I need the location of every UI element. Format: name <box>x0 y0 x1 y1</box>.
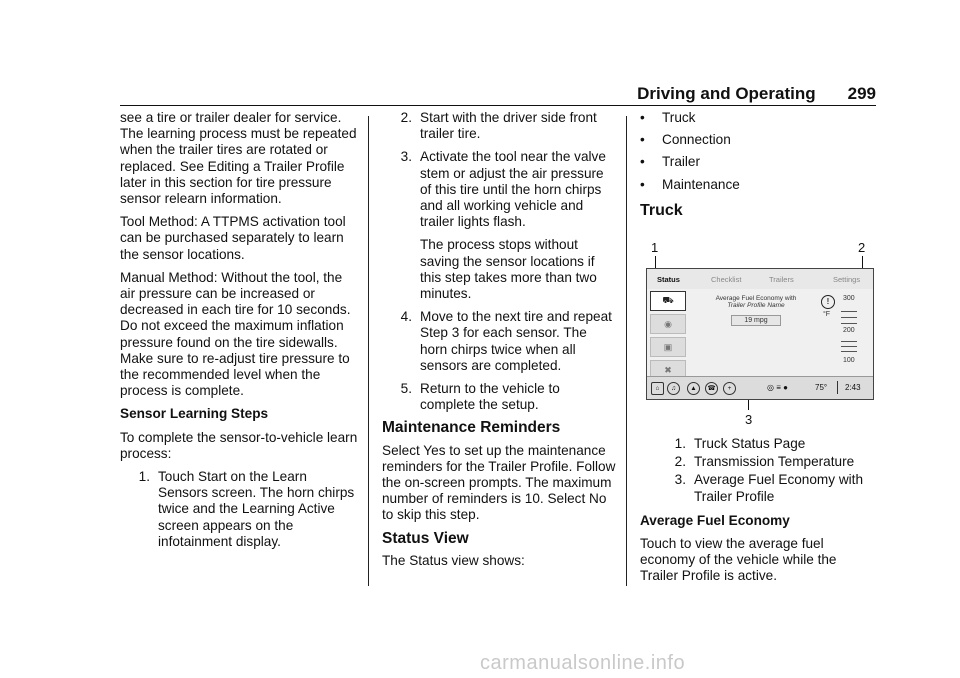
truck-icon: ⛟ <box>650 291 686 311</box>
paragraph: see a tire or trailer dealer for service. The learning process must be repeated when the trailer tires are rotated or replaced. See Editing a Trailer Profile later in this section for tire pressure sensor relearn information. <box>120 110 357 207</box>
list-item <box>640 132 876 148</box>
column-divider <box>368 116 369 586</box>
paragraph: Manual Method: Without the tool, the air pressure can be increased or decreased in each tire for 10 seconds. Do not exceed the maximum inflation pressure found on the tire sidewalls. Make sure to re-adjust tire pressure to the recommended level when the process is complete. <box>120 269 351 399</box>
paragraph: Select Yes to set up the maintenance reminders for the Trailer Profile. Follow the on-screen prompts. The maximum number of reminders is 10. Select No to skip this step. <box>382 442 616 523</box>
signal-icons: ◎ ≡ ● <box>767 383 788 392</box>
step-text: Start with the driver side front trailer tire. <box>420 110 597 142</box>
gauge-tick <box>841 323 857 324</box>
step-note: The process stops without saving the sensor locations if this step takes more than two minutes. <box>420 237 597 302</box>
column-divider <box>626 116 627 586</box>
nav-icon: ▲ <box>687 382 700 395</box>
callout-2: 2 <box>858 240 866 255</box>
warning-icon: ! <box>821 295 835 309</box>
maintenance-icon: ✖ <box>650 360 686 380</box>
section-title: Driving and Operating <box>637 84 816 103</box>
list-item <box>382 149 616 302</box>
fuel-economy-title: Average Fuel Economy with <box>715 295 797 302</box>
figure-sidebar <box>650 291 688 375</box>
caption-number: 3. <box>674 472 686 488</box>
list-item <box>382 381 616 413</box>
truck-status-figure <box>646 268 874 400</box>
caption-text: Transmission Temperature <box>694 454 855 470</box>
fuel-economy-panel <box>693 295 819 373</box>
status-temperature: 75° <box>815 383 828 392</box>
caption-number: 2. <box>674 454 686 470</box>
tab-trailers: Trailers <box>769 275 794 284</box>
trailer-profile-name: Trailer Profile Name <box>727 302 785 309</box>
paragraph: Touch to view the average fuel economy of the vehicle while the Trailer Profile is active. <box>640 536 837 584</box>
bullet: • <box>640 176 645 192</box>
step-number: 5. <box>400 381 412 397</box>
bullet-text: Truck <box>662 110 696 125</box>
figure-tab-bar <box>647 269 873 289</box>
watermark: carmanualsonline.info <box>480 652 686 674</box>
status-time: 2:43 <box>845 383 861 392</box>
step-number: 3. <box>400 149 412 165</box>
callout-3: 3 <box>745 412 753 427</box>
callout-1: 1 <box>651 240 659 255</box>
step-text: Move to the next tire and repeat Step 3 for each sensor. The horn chirps twice when all sensors are completed. <box>420 309 612 373</box>
column-1 <box>120 110 360 557</box>
list-item <box>640 177 876 193</box>
page-number: 299 <box>847 84 876 103</box>
subheading: Sensor Learning Steps <box>120 406 269 422</box>
caption-text: Average Fuel Economy with Trailer Profile <box>694 472 863 504</box>
list-item <box>382 309 616 374</box>
section-heading: Truck <box>640 201 683 219</box>
column-2 <box>382 110 616 576</box>
paragraph: Tool Method: A TTPMS activation tool can be purchased separately to learn the sensor locations. <box>120 214 346 262</box>
section-heading: Maintenance Reminders <box>382 419 561 437</box>
connection-icon: ◉ <box>650 314 686 334</box>
gauge-tick <box>841 317 857 318</box>
page-header <box>120 83 876 105</box>
step-number: 4. <box>400 309 412 325</box>
gauge-label-300: 300 <box>843 295 855 302</box>
header-rule <box>120 105 876 106</box>
bullet: • <box>640 154 645 170</box>
step-number: 1. <box>138 469 150 485</box>
caption-item <box>640 436 876 452</box>
mpg-value: 19 mpg <box>731 315 780 326</box>
step-number: 2. <box>400 110 412 125</box>
figure-status-bar <box>647 376 873 399</box>
bullet: • <box>640 132 645 148</box>
caption-item <box>640 472 876 504</box>
list-item <box>640 154 876 170</box>
paragraph: To complete the sensor-to-vehicle learn process: <box>120 429 358 461</box>
column-3 <box>640 110 876 227</box>
status-divider <box>837 381 838 394</box>
list-item <box>640 110 876 126</box>
subheading: Average Fuel Economy <box>640 512 790 528</box>
apps-icon: + <box>723 382 736 395</box>
list-item <box>382 110 616 142</box>
bullet-text: Connection <box>662 132 731 148</box>
list-item <box>120 469 360 550</box>
tab-settings: Settings <box>833 275 861 284</box>
bullet: • <box>640 110 645 125</box>
caption-text: Truck Status Page <box>694 436 806 451</box>
trailer-icon: ▣ <box>650 337 686 357</box>
steps-list <box>382 110 616 413</box>
column-3-lower <box>640 436 876 592</box>
home-icon: ⌂ <box>651 382 664 395</box>
gauge-tick <box>841 311 857 312</box>
temp-unit: °F <box>823 311 831 318</box>
tab-status: Status <box>657 275 680 284</box>
section-heading: Status View <box>382 529 469 547</box>
bullet-text: Maintenance <box>662 176 740 192</box>
gauge-tick <box>841 341 857 342</box>
gauge-tick <box>841 346 857 347</box>
gauge-label-200: 200 <box>843 327 855 334</box>
gauge-tick <box>841 351 857 352</box>
phone-icon: ☎ <box>705 382 718 395</box>
tab-checklist: Checklist <box>711 275 742 284</box>
bullet-text: Trailer <box>662 154 701 170</box>
paragraph: The Status view shows: <box>382 552 525 568</box>
caption-item <box>640 454 876 470</box>
gauge-label-100: 100 <box>843 357 855 364</box>
caption-number: 1. <box>674 436 686 451</box>
step-text: Touch Start on the Learn Sensors screen. The horn chirps twice and the Learning Active screen appears on the infotainment display. <box>158 469 355 549</box>
step-text: Activate the tool near the valve stem or adjust the air pressure of this tire until the horn chirps and all working vehicle and trailer lights flash. <box>420 149 606 230</box>
audio-icon: ♫ <box>667 382 680 395</box>
step-text: Return to the vehicle to complete the setup. <box>420 381 560 413</box>
transmission-temp-gauge <box>819 291 871 377</box>
